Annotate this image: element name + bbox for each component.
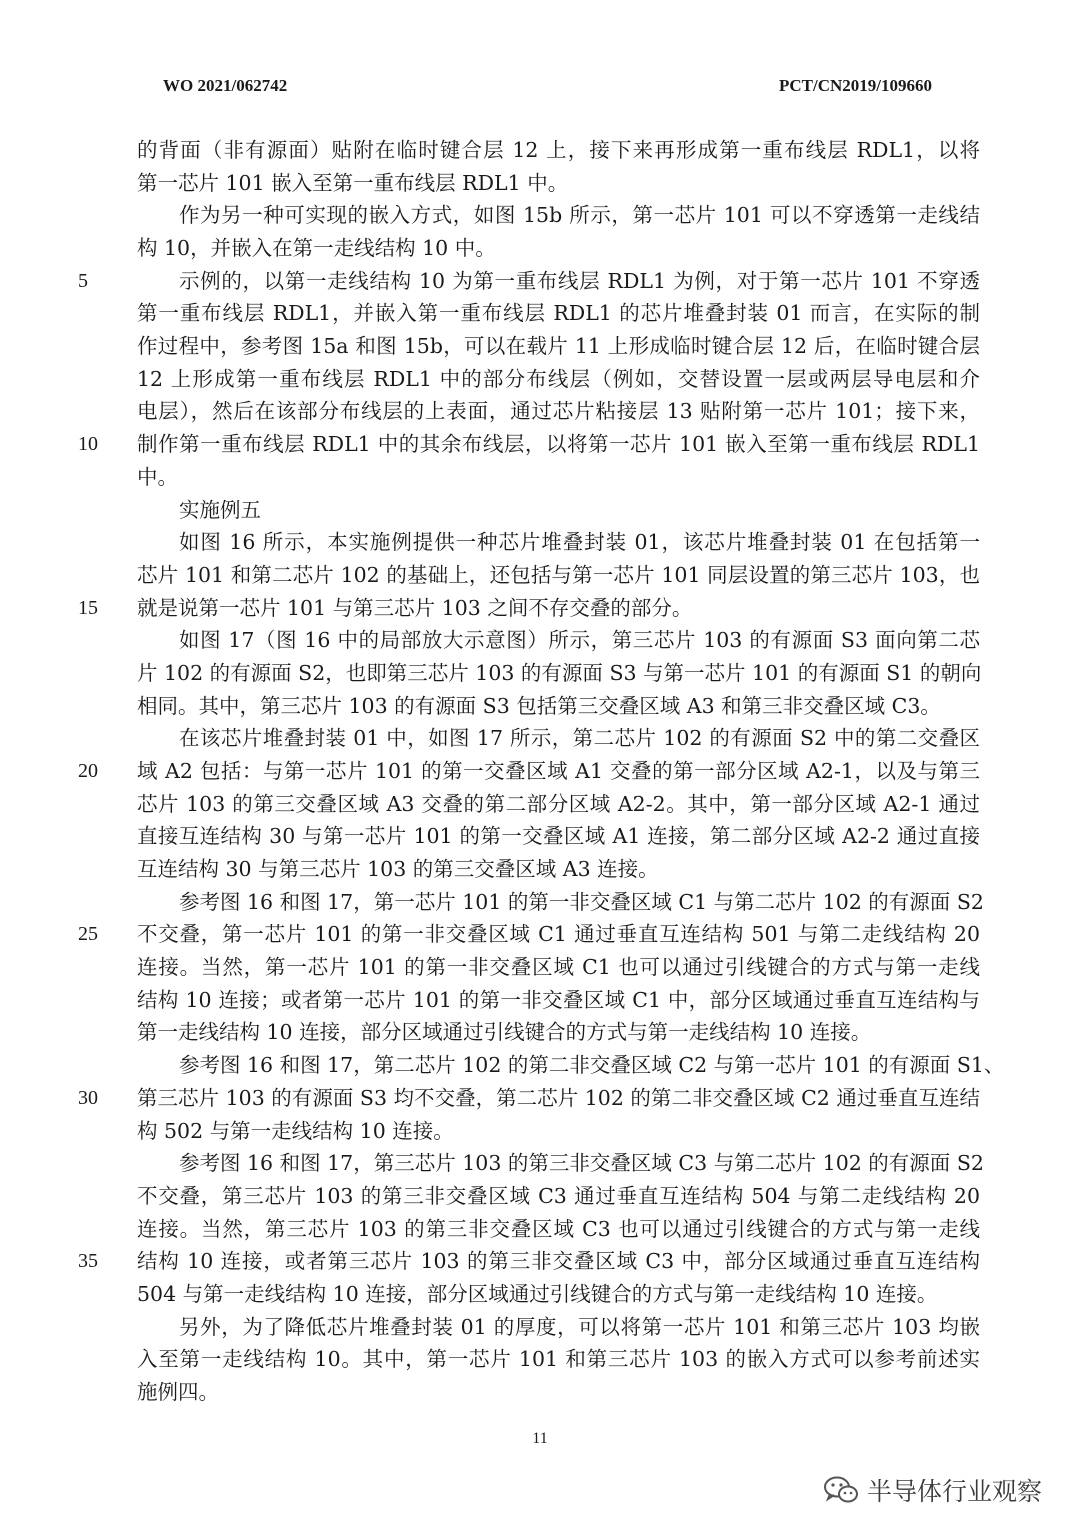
text-line: 504 与第一走线结构 10 连接，部分区域通过引线键合的方式与第一走线结构 10 连接。 bbox=[137, 1281, 938, 1306]
text-line: 另外，为了降低芯片堆叠封装 01 的厚度，可以将第一芯片 101 和第三芯片 103 均嵌 bbox=[179, 1314, 980, 1339]
watermark-text: 半导体行业观察 bbox=[866, 1477, 1042, 1506]
text-line: 入至第一走线结构 10。其中，第一芯片 101 和第三芯片 103 的嵌入方式可以参考前述实 bbox=[137, 1347, 980, 1372]
text-line: 第一芯片 101 嵌入至第一重布线层 RDL1 中。 bbox=[137, 170, 569, 195]
text-line: 构 502 与第一走线结构 10 连接。 bbox=[137, 1118, 454, 1143]
text-line: 就是说第一芯片 101 与第三芯片 103 之间不存交叠的部分。 bbox=[137, 595, 693, 620]
text-line: 不交叠，第一芯片 101 的第一非交叠区域 C1 通过垂直互连结构 501 与第二走线结构 20 bbox=[137, 922, 980, 947]
text-line: 芯片 101 和第二芯片 102 的基础上，还包括与第一芯片 101 同层设置的第三芯片 103，也 bbox=[137, 562, 980, 587]
text-line: 的背面（非有源面）贴附在临时键合层 12 上，接下来再形成第一重布线层 RDL1，以将 bbox=[137, 138, 980, 162]
page-number: 11 bbox=[532, 1430, 548, 1447]
line-number: 5 bbox=[78, 269, 88, 292]
line-number: 10 bbox=[78, 433, 98, 456]
text-line: 相同。其中，第三芯片 103 的有源面 S3 包括第三交叠区域 A3 和第三非交叠区域 C3。 bbox=[137, 693, 941, 718]
text-line: 参考图 16 和图 17，第二芯片 102 的第二非交叠区域 C2 与第一芯片 101 的有源面 S1、 bbox=[179, 1053, 1005, 1078]
text-line: 示例的，以第一走线结构 10 为第一重布线层 RDL1 为例，对于第一芯片 101 不穿透 bbox=[179, 268, 980, 293]
text-line: 如图 16 所示，本实施例提供一种芯片堆叠封装 01，该芯片堆叠封装 01 在包括第一 bbox=[179, 530, 980, 555]
text-line: 连接。当然，第三芯片 103 的第三非交叠区域 C3 也可以通过引线键合的方式与第一走线 bbox=[137, 1216, 980, 1241]
text-line: 连接。当然，第一芯片 101 的第一非交叠区域 C1 也可以通过引线键合的方式与第一走线 bbox=[137, 955, 980, 980]
text-line: 结构 10 连接，或者第三芯片 103 的第三非交叠区域 C3 中，部分区域通过垂直互连结构 bbox=[137, 1249, 980, 1274]
text-line: 参考图 16 和图 17，第三芯片 103 的第三非交叠区域 C3 与第二芯片 102 的有源面 S2 bbox=[179, 1151, 984, 1176]
wechat-icon bbox=[823, 1475, 859, 1505]
text-line: 参考图 16 和图 17，第一芯片 101 的第一非交叠区域 C1 与第二芯片 102 的有源面 S2 bbox=[179, 889, 984, 914]
text-line: 芯片 103 的第三交叠区域 A3 交叠的第二部分区域 A2-2。其中，第一部分区域 A2-1 通过 bbox=[137, 791, 980, 816]
text-line: 结构 10 连接；或者第一芯片 101 的第一非交叠区域 C1 中，部分区域通过垂直互连结构与 bbox=[137, 987, 980, 1012]
application-number: PCT/CN2019/109660 bbox=[779, 76, 932, 95]
text-line: 作为另一种可实现的嵌入方式，如图 15b 所示，第一芯片 101 可以不穿透第一走线结 bbox=[179, 203, 980, 228]
line-number: 30 bbox=[78, 1086, 98, 1109]
text-line: 不交叠，第三芯片 103 的第三非交叠区域 C3 通过垂直互连结构 504 与第二走线结构 20 bbox=[137, 1183, 980, 1208]
text-line: 直接互连结构 30 与第一芯片 101 的第一交叠区域 A1 连接，第二部分区域 A2-2 通过直接 bbox=[137, 824, 980, 849]
text-line: 12 上形成第一重布线层 RDL1 中的部分布线层（例如，交替设置一层或两层导电层和介 bbox=[137, 366, 980, 391]
line-number: 15 bbox=[78, 596, 98, 619]
text-line: 在该芯片堆叠封装 01 中，如图 17 所示，第二芯片 102 的有源面 S2 中的第二交叠区 bbox=[179, 726, 980, 751]
text-line: 如图 17（图 16 中的局部放大示意图）所示，第三芯片 103 的有源面 S3 面向第二芯 bbox=[179, 628, 980, 653]
text-line: 第三芯片 103 的有源面 S3 均不交叠，第二芯片 102 的第二非交叠区域 C2 通过垂直互连结 bbox=[137, 1085, 980, 1110]
text-line: 互连结构 30 与第三芯片 103 的第三交叠区域 A3 连接。 bbox=[137, 857, 659, 882]
text-line: 作过程中，参考图 15a 和图 15b，可以在载片 11 上形成临时键合层 12 后，在临时键合层 bbox=[137, 334, 980, 359]
line-number: 35 bbox=[78, 1250, 98, 1273]
text-line: 第一重布线层 RDL1，并嵌入第一重布线层 RDL1 的芯片堆叠封装 01 而言，在实际的制 bbox=[137, 301, 980, 326]
watermark bbox=[823, 1470, 1042, 1510]
document-id: WO 2021/062742 bbox=[163, 76, 288, 95]
text-line: 施例四。 bbox=[137, 1380, 219, 1404]
line-number: 20 bbox=[78, 760, 98, 782]
line-number: 25 bbox=[78, 923, 98, 946]
text-line: 构 10，并嵌入在第一走线结构 10 中。 bbox=[137, 236, 496, 261]
text-line: 电层），然后在该部分布线层的上表面，通过芯片粘接层 13 贴附第一芯片 101；接下来， bbox=[137, 399, 980, 424]
text-line: 实施例五 bbox=[179, 497, 261, 522]
text-line: 第一走线结构 10 连接，部分区域通过引线键合的方式与第一走线结构 10 连接。 bbox=[137, 1020, 872, 1045]
text-line: 域 A2 包括：与第一芯片 101 的第一交叠区域 A1 交叠的第一部分区域 A2-1，以及与第三 bbox=[137, 759, 980, 783]
text-line: 中。 bbox=[137, 464, 178, 489]
text-line: 制作第一重布线层 RDL1 中的其余布线层，以将第一芯片 101 嵌入至第一重布线层 RDL1 bbox=[137, 432, 980, 457]
text-line: 片 102 的有源面 S2，也即第三芯片 103 的有源面 S3 与第一芯片 101 的有源面 S1 的朝向 bbox=[137, 660, 982, 685]
